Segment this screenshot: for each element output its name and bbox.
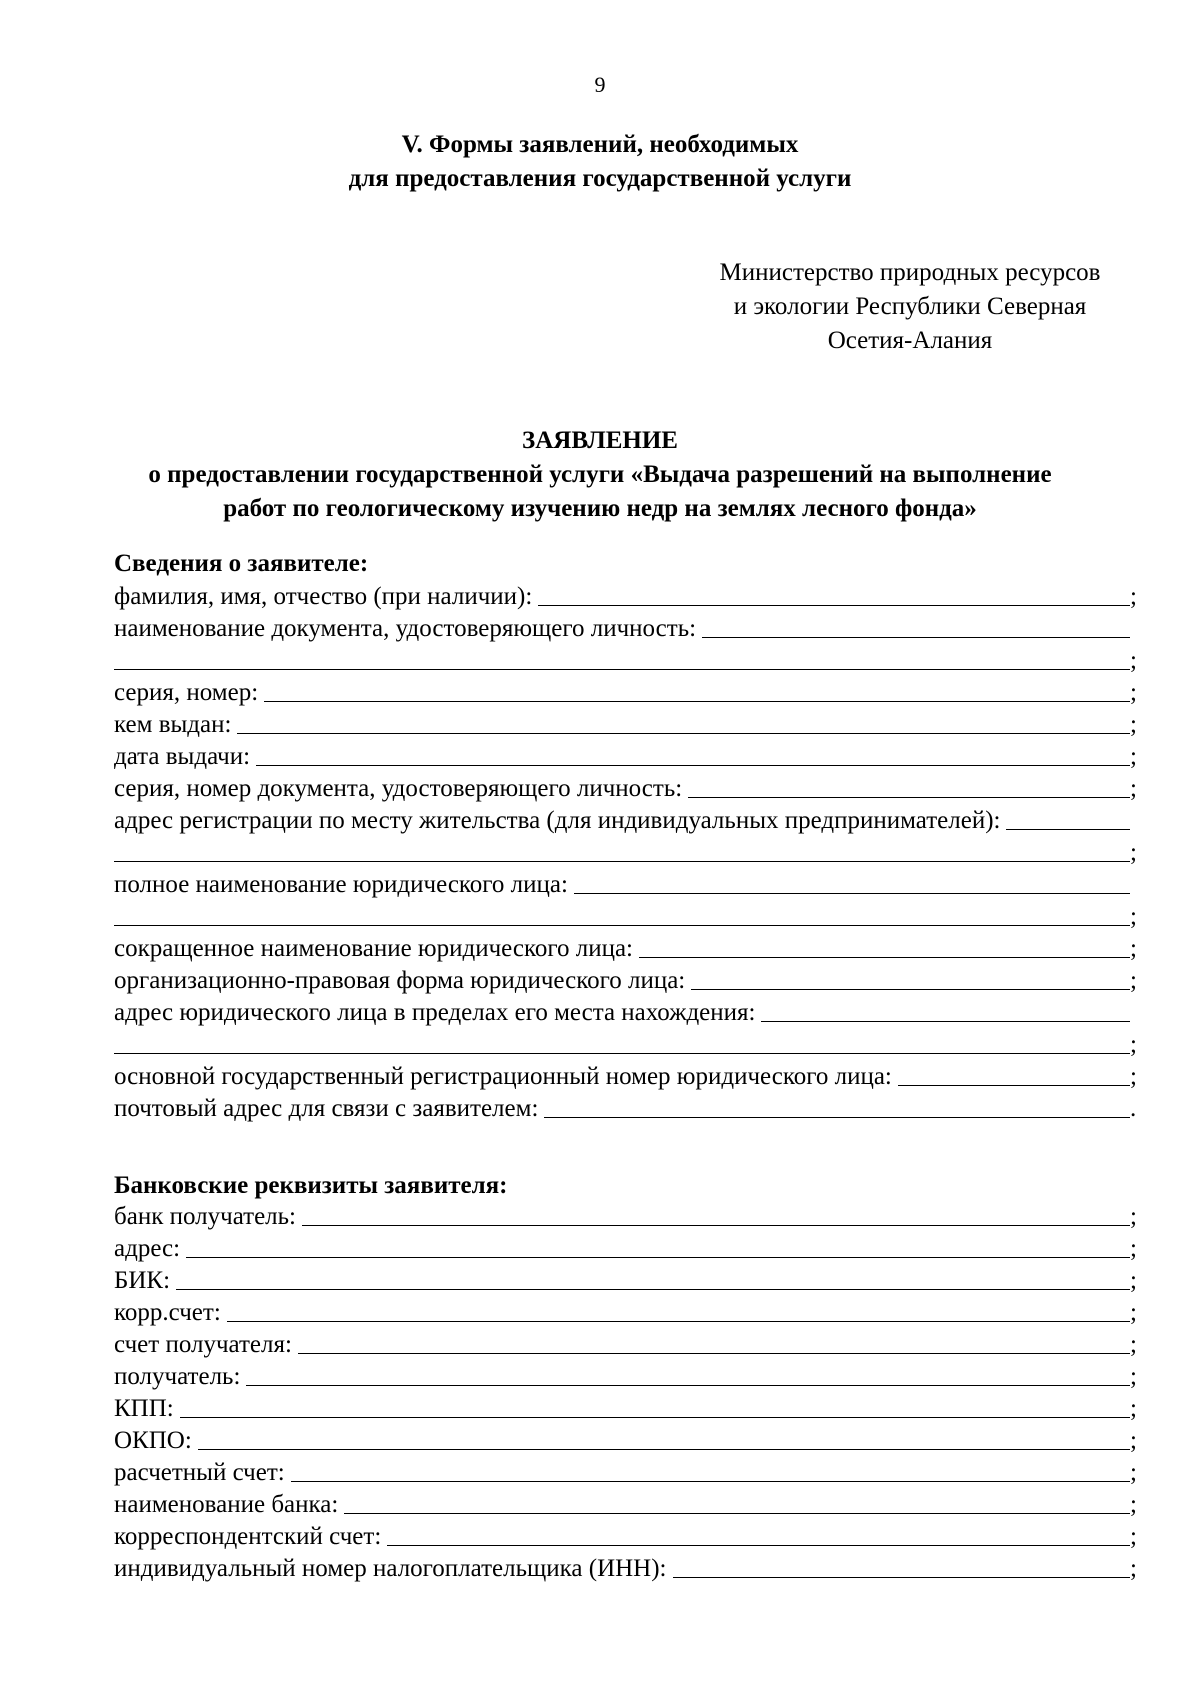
field-label: КПП: [114, 1395, 174, 1422]
form-field-row [114, 900, 1144, 932]
form-field-row [114, 772, 1144, 804]
field-label: БИК: [114, 1267, 171, 1294]
field-terminator: ; [1130, 743, 1137, 770]
fill-in-blank[interactable] [256, 764, 1130, 766]
form-field-row [114, 644, 1144, 676]
fill-in-blank[interactable] [761, 1020, 1130, 1022]
field-label: полное наименование юридического лица: [114, 871, 568, 898]
form-field-row [114, 708, 1144, 740]
form-field-row [114, 1488, 1144, 1520]
field-label: ОКПО: [114, 1427, 192, 1454]
fill-in-blank[interactable] [180, 1416, 1130, 1418]
form-field-row [114, 1552, 1144, 1584]
fill-in-blank[interactable] [298, 1352, 1130, 1354]
fill-in-blank[interactable] [264, 700, 1130, 702]
field-label: организационно-правовая форма юридического лица: [114, 967, 686, 994]
form-field-row [114, 1456, 1144, 1488]
field-terminator: ; [1130, 1427, 1137, 1454]
form-field-row [114, 836, 1144, 868]
form-field-row [114, 1328, 1144, 1360]
form-field-row [114, 964, 1144, 996]
field-terminator: ; [1130, 1331, 1137, 1358]
section-heading-line1: V. Формы заявлений, необходимых [401, 131, 799, 158]
field-terminator: ; [1130, 903, 1137, 930]
form-field-row [114, 676, 1144, 708]
fill-in-blank[interactable] [387, 1544, 1130, 1546]
addressee-line3: Осетия-Алания [827, 327, 993, 354]
fill-in-blank[interactable] [538, 604, 1130, 606]
form-field-row [114, 1232, 1144, 1264]
form-field-row [114, 1520, 1144, 1552]
field-terminator: ; [1130, 1299, 1137, 1326]
fill-in-blank[interactable] [227, 1320, 1130, 1322]
form-field-row [114, 1060, 1144, 1092]
fill-in-blank[interactable] [574, 892, 1130, 894]
fill-in-blank[interactable] [198, 1448, 1130, 1450]
field-label: получатель: [114, 1363, 241, 1390]
field-label: расчетный счет: [114, 1459, 285, 1486]
field-label: корреспондентский счет: [114, 1523, 382, 1550]
addressee-block [690, 256, 1130, 358]
fill-in-blank[interactable] [691, 988, 1130, 990]
form-field-row [114, 996, 1144, 1028]
field-terminator: ; [1130, 1459, 1137, 1486]
form-field-row [114, 1360, 1144, 1392]
fill-in-blank[interactable] [186, 1256, 1130, 1258]
page-number: 9 [594, 72, 606, 97]
form-field-row [114, 740, 1144, 772]
field-terminator: ; [1130, 1491, 1137, 1518]
form-field-row [114, 1092, 1144, 1124]
form-field-row [114, 804, 1144, 836]
fill-in-blank[interactable] [702, 636, 1130, 638]
field-label: адрес юридического лица в пределах его места нахождения: [114, 999, 756, 1026]
addressee-line2: и экологии Республики Северная [733, 293, 1087, 320]
field-label: дата выдачи: [114, 743, 251, 770]
form-field-row [114, 1028, 1144, 1060]
fill-in-blank[interactable] [302, 1224, 1130, 1226]
form-field-row [114, 1296, 1144, 1328]
form-field-row [114, 1264, 1144, 1296]
field-terminator: ; [1130, 711, 1137, 738]
fill-in-blank[interactable] [898, 1084, 1130, 1086]
document-title: ЗАЯВЛЕНИЕ [522, 427, 678, 454]
field-terminator: ; [1130, 1363, 1137, 1390]
field-terminator: ; [1130, 1235, 1137, 1262]
field-label: серия, номер документа, удостоверяющего личность: [114, 775, 683, 802]
field-label: адрес: [114, 1235, 181, 1262]
field-label: сокращенное наименование юридического лица: [114, 935, 633, 962]
field-terminator: ; [1130, 583, 1137, 610]
field-label: банк получатель: [114, 1203, 296, 1230]
document-subtitle-line2: работ по геологическому изучению недр на землях лесного фонда» [223, 495, 977, 522]
field-terminator: ; [1130, 1203, 1137, 1230]
document-subtitle-line1: о предоставлении государственной услуги «Выдача разрешений на выполнение [148, 461, 1052, 488]
fill-in-blank[interactable] [176, 1288, 1130, 1290]
fill-in-blank[interactable] [544, 1116, 1130, 1118]
fill-in-blank[interactable] [639, 956, 1130, 958]
fill-in-blank[interactable] [673, 1576, 1130, 1578]
fill-in-blank[interactable] [114, 924, 1130, 926]
field-terminator: ; [1130, 839, 1137, 866]
document-subtitle [60, 458, 1140, 526]
field-terminator: ; [1130, 1395, 1137, 1422]
bank-heading: Банковские реквизиты заявителя: [114, 1172, 508, 1199]
fill-in-blank[interactable] [246, 1384, 1130, 1386]
fill-in-blank[interactable] [291, 1480, 1130, 1482]
fill-in-blank[interactable] [688, 796, 1130, 798]
field-label: фамилия, имя, отчество (при наличии): [114, 583, 533, 610]
field-label: счет получателя: [114, 1331, 292, 1358]
section-heading-line2: для предоставления государственной услуги [348, 165, 852, 192]
applicant-heading: Сведения о заявителе: [114, 550, 369, 577]
field-label: почтовый адрес для связи с заявителем: [114, 1095, 539, 1122]
fill-in-blank[interactable] [237, 732, 1130, 734]
field-terminator: . [1130, 1095, 1137, 1122]
field-terminator: ; [1130, 1555, 1137, 1582]
field-label: наименование документа, удостоверяющего личность: [114, 615, 697, 642]
form-field-row [114, 580, 1144, 612]
form-field-row [114, 932, 1144, 964]
field-label: серия, номер: [114, 679, 259, 706]
section-heading [0, 128, 1200, 196]
field-label: кем выдан: [114, 711, 232, 738]
form-field-row [114, 1424, 1144, 1456]
fill-in-blank[interactable] [1006, 828, 1130, 830]
field-terminator: ; [1130, 1267, 1137, 1294]
field-terminator: ; [1130, 679, 1137, 706]
field-terminator: ; [1130, 967, 1137, 994]
form-field-row [114, 1392, 1144, 1424]
bank-fields [114, 1200, 1144, 1584]
field-label: корр.счет: [114, 1299, 221, 1326]
field-label: основной государственный регистрационный номер юридического лица: [114, 1063, 892, 1090]
form-field-row [114, 868, 1144, 900]
field-terminator: ; [1130, 775, 1137, 802]
fill-in-blank[interactable] [114, 668, 1130, 670]
field-label: индивидуальный номер налогоплательщика (ИНН): [114, 1555, 667, 1582]
fill-in-blank[interactable] [344, 1512, 1130, 1514]
fill-in-blank[interactable] [114, 860, 1130, 862]
field-terminator: ; [1130, 935, 1137, 962]
field-terminator: ; [1130, 1523, 1137, 1550]
field-terminator: ; [1130, 1031, 1137, 1058]
field-label: адрес регистрации по месту жительства (для индивидуальных предпринимателей): [114, 807, 1001, 834]
addressee-line1: Министерство природных ресурсов [719, 259, 1101, 286]
applicant-fields [114, 580, 1144, 1124]
field-terminator: ; [1130, 1063, 1137, 1090]
form-field-row [114, 612, 1144, 644]
form-field-row [114, 1200, 1144, 1232]
field-terminator: ; [1130, 647, 1137, 674]
field-label: наименование банка: [114, 1491, 339, 1518]
fill-in-blank[interactable] [114, 1052, 1130, 1054]
